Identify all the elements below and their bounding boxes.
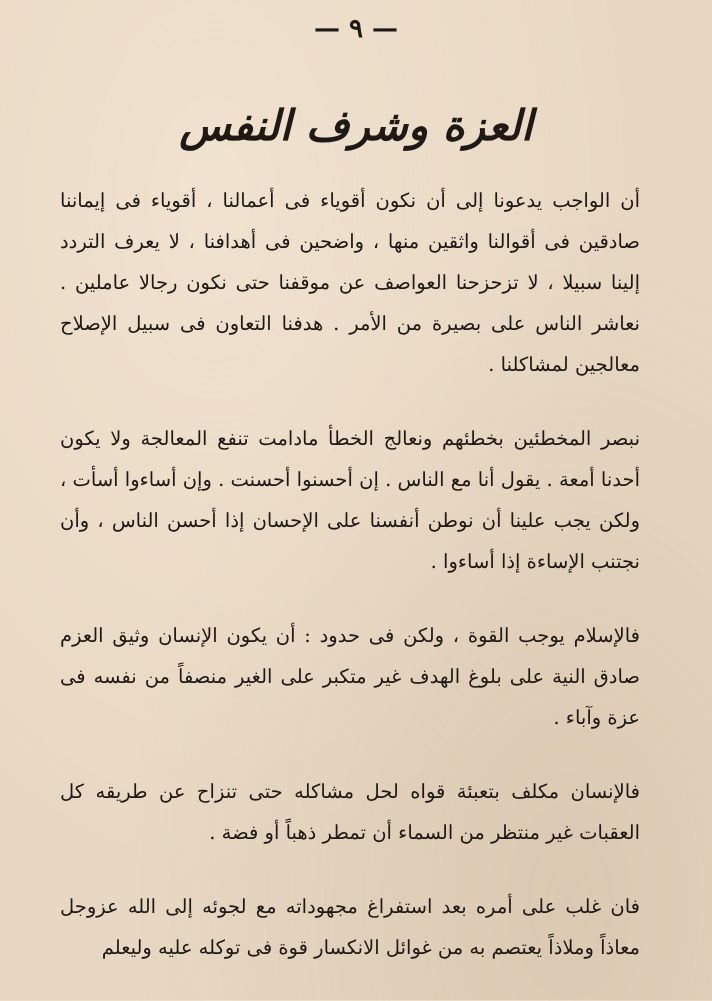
body-text: [60, 180, 640, 1001]
paragraph: نبصر المخطئين بخطئهم ونعالج الخطأ مادامت تنفع المعالجة ولا يكون أحدنا أمعة . يقول أنا مع الناس . إن أحسنوا أحسنت . وإن أساءوا أسأت ، ولكن يجب علينا أن نوطن أنفسنا على الإحسان إذا أحسن الناس ، وأن نجتنب الإساءة إذا أساءوا .: [60, 427, 640, 573]
page-number: — ٩ —: [313, 14, 399, 44]
paragraph: فان غلب على أمره بعد استفراغ مجهوداته مع لجوئه إلى الله عزوجل معاذاً وملاذاً يعتصم به من غوائل الانكسار قوة فى توكله عليه وليعلم: [60, 895, 640, 959]
chapter-title: العزة وشرف النفس: [179, 101, 533, 150]
paragraph: فالإنسان مكلف بتعبئة قواه لحل مشاكله حتى تنزاح عن طريقه كل العقبات غير منتظر من السماء أن تمطر ذهباً أو فضة .: [60, 780, 640, 844]
paragraph: أن الواجب يدعونا إلى أن نكون أقوياء فى أعمالنا ، أقوياء فى إيماننا صادقين فى أقوالنا واثقين منها ، واضحين فى أهدافنا ، لا يعرف التردد إلينا سبيلا ، لا تزحزحنا العواصف عن موقفنا حتى نكون رجالا عاملين . نعاشر الناس على بصيرة من الأمر . هدفنا التعاون فى سبيل الإصلاح معالجين لمشاكلنا .: [60, 189, 640, 376]
paragraph: فالإسلام يوجب القوة ، ولكن فى حدود : أن يكون الإنسان وثيق العزم صادق النية على بلوغ الهدف غير متكبر على الغير منصفاً من نفسه فى عزة وآباء .: [60, 624, 640, 729]
